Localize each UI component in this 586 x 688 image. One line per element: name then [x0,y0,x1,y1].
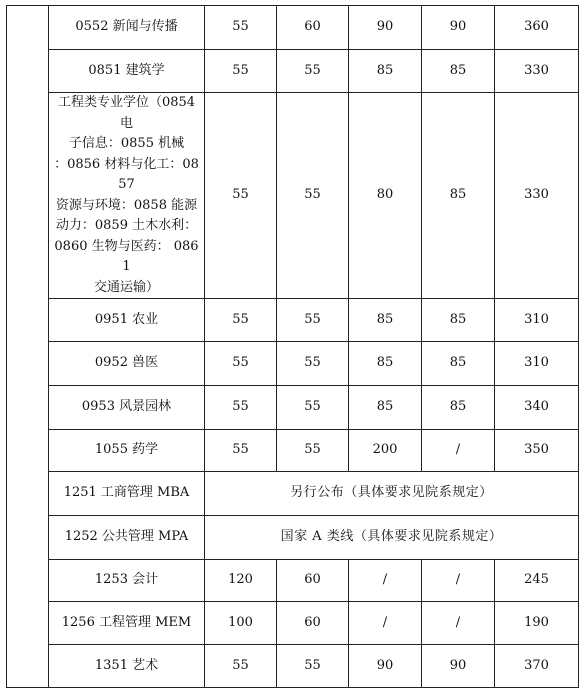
table-row [7,50,579,93]
requirement-note-cell: 国家 A 类线（具体要求见院系规定） [205,516,579,560]
score-cell: 60 [277,6,349,50]
score-cell: 55 [277,386,349,430]
table-row [7,6,579,50]
score-cell: 85 [422,93,495,299]
score-cell: / [422,430,495,472]
major-cell: 1252 公共管理 MPA [49,516,205,560]
major-line: ：0856 材料与化工：0857 [54,156,199,192]
table-row [7,516,579,560]
major-cell: 1256 工程管理 MEM [49,602,205,645]
total-cell: 310 [495,342,579,386]
total-cell: 330 [495,93,579,299]
major-cell: 1055 药学 [49,430,205,472]
score-cell: 85 [349,386,422,430]
category-column-cell [7,6,49,688]
major-cell: 0952 兽医 [49,342,205,386]
total-cell: 370 [495,645,579,688]
score-cell: 55 [277,430,349,472]
table-row [7,645,579,688]
score-cell: 90 [422,645,495,688]
score-cell: 200 [349,430,422,472]
score-cell: 85 [422,342,495,386]
score-cell: 55 [205,6,277,50]
score-cell: 55 [205,299,277,342]
score-cell: 90 [349,645,422,688]
major-cell: 1351 艺术 [49,645,205,688]
score-cell: 55 [205,386,277,430]
score-cell: 60 [277,560,349,602]
score-cell: 90 [349,6,422,50]
table-row [7,560,579,602]
table-row [7,93,579,299]
score-cell: 85 [422,386,495,430]
total-cell: 360 [495,6,579,50]
major-cell: 0552 新闻与传播 [49,6,205,50]
score-cell: / [422,602,495,645]
major-line: 动力：0859 土木水利： [55,218,198,233]
total-cell: 340 [495,386,579,430]
score-cell: 55 [205,430,277,472]
score-cell: 55 [205,93,277,299]
score-cell: 55 [205,50,277,93]
total-cell: 245 [495,560,579,602]
score-cell: 55 [205,342,277,386]
score-cell: 55 [277,50,349,93]
score-cell: 55 [277,342,349,386]
table-row [7,299,579,342]
major-cell: 0953 风景园林 [49,386,205,430]
score-cell: 55 [277,299,349,342]
score-cell: 55 [277,645,349,688]
table-row [7,386,579,430]
requirement-note-cell: 另行公布（具体要求见院系规定） [205,472,579,516]
total-cell: 190 [495,602,579,645]
score-cell: 80 [349,93,422,299]
score-cell: 85 [422,299,495,342]
major-cell: 0951 农业 [49,299,205,342]
major-line: 资源与环境：0858 能源 [55,197,198,213]
score-cell: / [349,560,422,602]
score-cell: 55 [205,645,277,688]
total-cell: 350 [495,430,579,472]
score-cell: 85 [349,342,422,386]
total-cell: 310 [495,299,579,342]
table-row [7,472,579,516]
major-line: 交通运输） [93,279,159,295]
table-row [7,602,579,645]
total-cell: 330 [495,50,579,93]
major-cell-engineering [49,93,205,299]
major-cell: 1253 会计 [49,560,205,602]
score-table [6,5,579,688]
score-cell: / [349,602,422,645]
score-cell: 85 [422,50,495,93]
score-cell: / [422,560,495,602]
major-cell: 0851 建筑学 [49,50,205,93]
score-cell: 85 [349,299,422,342]
score-cell: 90 [422,6,495,50]
table-row [7,430,579,472]
table-row [7,342,579,386]
score-cell: 55 [277,93,349,299]
major-line: 0860 生物与医药： 0861 [54,238,199,274]
score-cell: 120 [205,560,277,602]
major-line: 子信息：0855 机械 [68,136,185,151]
score-cell: 85 [349,50,422,93]
major-line: 工程类专业学位（0854 电 [57,95,196,131]
score-cell: 100 [205,602,277,645]
major-cell: 1251 工商管理 MBA [49,472,205,516]
score-cell: 60 [277,602,349,645]
